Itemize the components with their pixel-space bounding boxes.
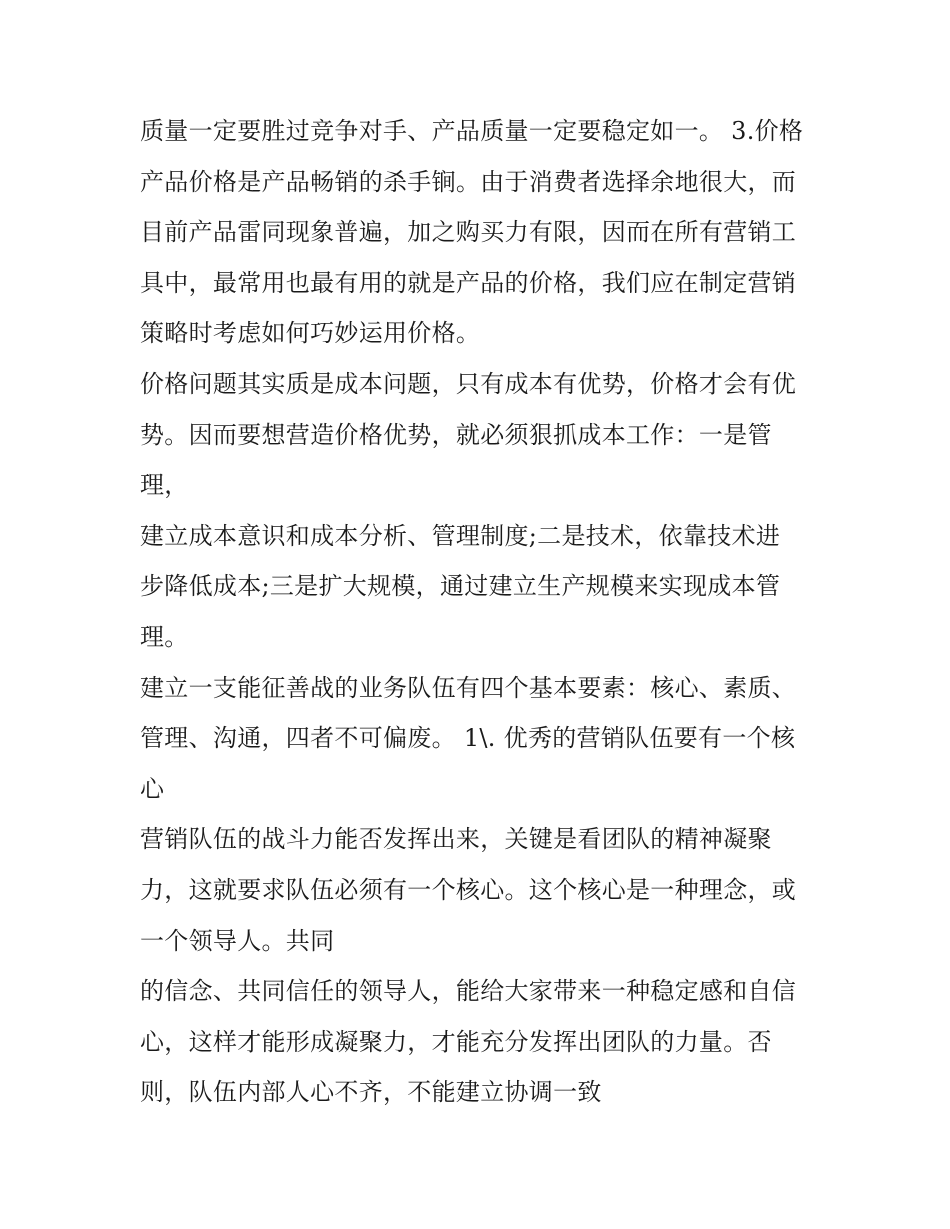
text-line: 势。因而要想营造价格优势，就必须狠抓成本工作：一是管: [140, 420, 772, 449]
text-line: 目前产品雷同现象普遍，加之购买力有限，因而在所有营销工: [140, 218, 797, 247]
text-line: 策略时考虑如何巧妙运用价格。: [140, 319, 481, 348]
text-line: 质量一定要胜过竞争对手、产品质量一定要稳定如一。 3.价格: [140, 117, 804, 145]
text-line: 具中，最常用也最有用的就是产品的价格，我们应在制定营销: [140, 268, 797, 297]
text-line: 则，队伍内部人心不齐，不能建立协调一致: [140, 1078, 602, 1107]
text-line: 价格问题其实质是成本问题，只有成本有优势，价格才会有优: [140, 369, 797, 398]
text-line: 心，这样才能形成凝聚力，才能充分发挥出团队的力量。否: [140, 1027, 772, 1056]
text-line: 理。: [140, 622, 189, 651]
document-body: [140, 106, 815, 1118]
text-line: 心: [140, 774, 165, 803]
text-line: 管理、沟通，四者不可偏废。 1\. 优秀的营销队伍要有一个核: [140, 724, 796, 753]
text-line: 建立成本意识和成本分析、管理制度;二是技术，依靠技术进: [140, 521, 781, 550]
text-line: 的信念、共同信任的领导人，能给大家带来一种稳定感和自信: [140, 977, 797, 1006]
text-line: 力，这就要求队伍必须有一个核心。这个核心是一种理念，或: [140, 875, 797, 904]
text-line: 建立一支能征善战的业务队伍有四个基本要素：核心、素质、: [140, 673, 797, 702]
text-line: 步降低成本;三是扩大规模，通过建立生产规模来实现成本管: [140, 572, 781, 601]
text-line: 产品价格是产品畅销的杀手锏。由于消费者选择余地很大，而: [140, 167, 797, 196]
text-line: 营销队伍的战斗力能否发挥出来，关键是看团队的精神凝聚: [140, 825, 772, 854]
text-line: 一个领导人。共同: [140, 926, 335, 955]
text-line: 理，: [140, 471, 189, 500]
